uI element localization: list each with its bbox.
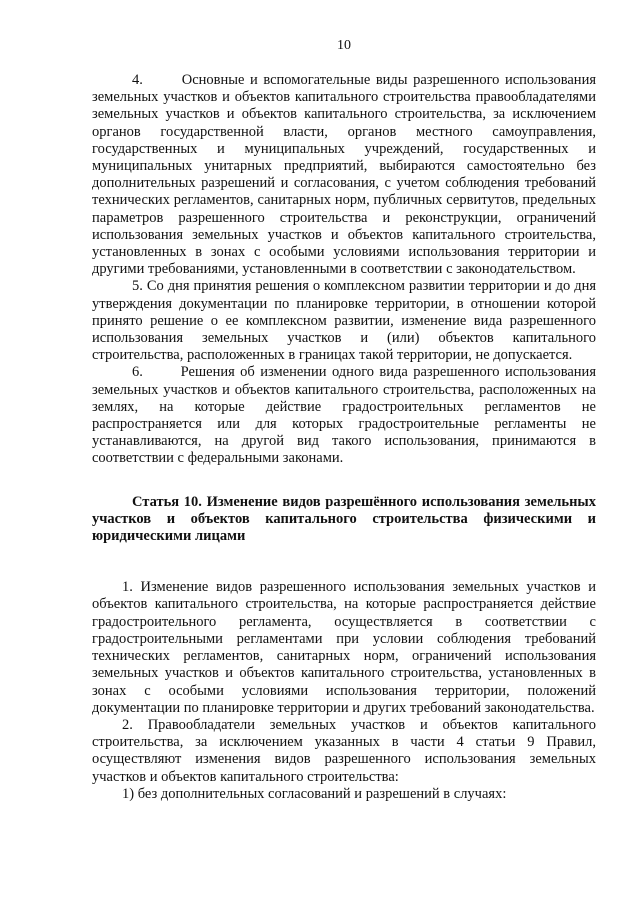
page-number: 10 [337,38,351,53]
paragraph-5: 5. Со дня принятия решения о комплексном развитии территории и до дня утверждения документации по планировке территории, в отношении которой принято решение о ее комплексном развитии, изменение вида разрешенного использования земельных участков и (или) объектов капитального строительства, расположенных в границах такой территории, не допускается. [92,278,596,364]
paragraph-6: 6. Решения об изменении одного вида разрешенного использования земельных участков и объектов капитального строительства, расположенных на землях, на которые действие градостроительных регламентов не распространяется или для которых градостроительные регламенты не устанавливаются, на другой вид такого использования, принимаются в соответствии с федеральными законами. [92,364,596,467]
article-10-subitem-1: 1) без дополнительных согласований и разрешений в случаях: [122,785,507,802]
article-10-heading: Статья 10. Изменение видов разрешённого использования земельных участков и объектов капитального строительства физическими и юридическими лицами [92,493,596,545]
document-page [92,38,596,803]
article-10-paragraph-1: 1. Изменение видов разрешенного использования земельных участков и объектов капитального строительства, на которые распространяется действие градостроительного регламента, осуществляется в соответствии с градостроительными регламентами при условии соблюдения требований технических регламентов, санитарных норм, ограничений использования земельных участков и объектов капитального строительства, установленных в зонах с особыми условиями использования территории, положений документации по планировке территории и других требований законодательства. [92,579,596,716]
article-10-paragraph-2: 2. Правообладатели земельных участков и объектов капитального строительства, за исключением указанных в части 4 статьи 9 Правил, осуществляют изменения видов разрешенного использования земельных участков и объектов капитального строительства: [92,716,596,785]
paragraph-4: 4. Основные и вспомогательные виды разрешенного использования земельных участков и объектов капитального строительства правообладателями земельных участков и объектов капитального строительства, за исключением органов государственной власти, органов местного самоуправления, государственных и муниципальных учреждений, государственных и муниципальных унитарных предприятий, выбираются самостоятельно без дополнительных разрешений и согласования, с учетом соблюдения требований технических регламентов, санитарных норм, публичных сервитутов, предельных параметров разрешенного строительства и реконструкции, ограничений использования земельных участков и объектов капитального строительства, установленных в зонах с особыми условиями использования территории и другими требованиями, установленными в соответствии с законодательством. [92,72,596,278]
